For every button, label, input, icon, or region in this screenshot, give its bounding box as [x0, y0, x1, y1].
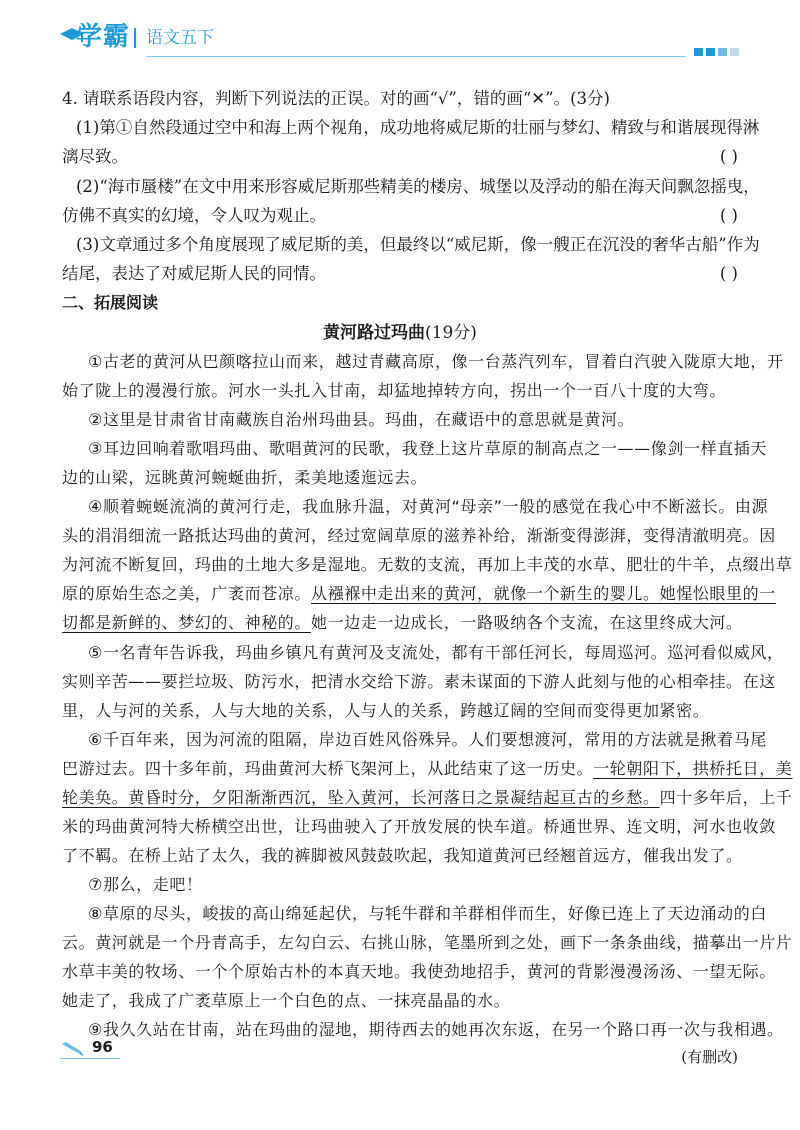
paragraph-4-cont: 头的涓涓细流一路抵达玛曲的黄河，经过宽阔草原的滋养补给，渐渐变得澎湃，变得清澈明亮。因: [62, 526, 776, 545]
brand-logo: 学霸: [76, 22, 131, 52]
section-heading: 二、拓展阅读: [62, 293, 159, 312]
question-title: 4. 请联系语段内容，判断下列说法的正误。对的画“√”，错的画“✕”。(3分): [62, 89, 610, 108]
paragraph-1-cont: 始了陇上的漫漫行旅。河水一头扎入甘南，却猛地掉转方向，拐出一个一百八十度的大弯。: [62, 381, 727, 400]
deco-square: [694, 48, 703, 56]
underlined-sentence: 从襁褓中走出来的黄河，就像一个新生的婴儿。她惺忪眼里的一: [311, 584, 776, 603]
article-title: [0, 322, 800, 344]
paragraph-7: ⑦那么，走吧！: [88, 875, 203, 894]
article-title-text: 黄河路过玛曲: [323, 323, 426, 343]
plain-text: 巴游过去。四十多年前，玛曲黄河大桥飞架河上，从此结束了这一历史。: [62, 759, 594, 778]
paragraph-4: ④顺着蜿蜒流淌的黄河行走，我血脉升温，对黄河“母亲”一般的感觉在我心中不断滋长。由源: [88, 497, 769, 516]
deco-square: [718, 48, 727, 56]
footer-rule: [60, 1058, 120, 1059]
pen-icon: [60, 1040, 86, 1058]
underlined-sentence: 轮美奂。黄昏时分，夕阳渐渐西沉，坠入黄河，长河落日之景凝结起亘古的乡愁。: [62, 788, 660, 807]
paragraph-6-cont: 了不羁。在桥上站了太久，我的裤脚被风鼓鼓吹起，我知道黄河已经翘首远方，催我出发了。: [62, 846, 743, 865]
plain-text: 原的原始生态之美，广袤而苍凉。: [62, 584, 312, 603]
header-divider: [134, 28, 136, 48]
header-decoration: [694, 48, 742, 58]
paragraph-1: ①古老的黄河从巴颜喀拉山而来，越过青藏高原，像一台蒸汽列车，冒着白汽驶入陇原大地，开: [88, 352, 784, 371]
deco-square: [706, 48, 715, 56]
paragraph-8: ⑧草原的尽头，峻拔的高山绵延起伏，与牦牛群和羊群相伴而生，好像已连上了天边涌动的白: [88, 904, 767, 923]
paragraph-8-cont: 她走了，我成了广袤草原上一个白色的点、一抹亮晶晶的水。: [62, 991, 511, 1010]
paragraph-6-cont: [62, 787, 792, 809]
article-score: (19分): [425, 323, 477, 343]
subject-label: 语文五下: [146, 28, 214, 48]
paragraph-5: ⑤一名青年告诉我，玛曲乡镇凡有黄河及支流处，都有干部任河长，每周巡河。巡河看似威风，: [88, 643, 784, 662]
answer-blank-2[interactable]: ( ): [719, 206, 738, 225]
paragraph-4-cont: [62, 583, 776, 605]
paragraph-8-cont: 云。黄河就是一个丹青高手，左勾白云、右挑山脉，笔墨所到之处，画下一条条曲线，描摹出一片片: [62, 933, 793, 952]
paragraph-5-cont: 里，人与河的关系，人与大地的关系，人与人的关系，跨越辽阔的空间而变得更加紧密。: [62, 701, 710, 720]
statement-1-line-2: 漓尽致。: [62, 147, 128, 166]
statement-2-line-1: (2)“海市蜃楼”在文中用来形容威尼斯那些精美的楼房、城堡以及浮动的船在海天间飘忽摇曳，: [76, 177, 760, 196]
paragraph-8-cont: 水草丰美的牧场、一个个原始古朴的本真天地。我使劲地招手，黄河的背影漫漫汤汤、一望无际。: [62, 962, 776, 981]
paragraph-4-cont: [62, 612, 743, 634]
paragraph-6: ⑥千百年来，因为河流的阻隔，岸边百姓风俗殊异。人们要想渡河，常用的方法就是揪着马尾: [88, 730, 767, 749]
paragraph-2: ②这里是甘肃省甘南藏族自治州玛曲县。玛曲，在藏语中的意思就是黄河。: [88, 410, 635, 429]
paragraph-9: ⑨我久久站在甘南，站在玛曲的湿地，期待西去的她再次东返，在另一个路口再一次与我相遇。: [88, 1020, 784, 1039]
statement-1-line-1: (1)第①自然段通过空中和海上两个视角，成功地将威尼斯的壮丽与梦幻、精致与和谐展现得淋: [76, 118, 760, 137]
paragraph-5-cont: 实则辛苦——要拦垃圾、防污水，把清水交给下游。素未谋面的下游人此刻与他的心相牵挂。在这: [62, 672, 776, 691]
header-rule: [146, 56, 686, 57]
paragraph-6-cont: [62, 758, 792, 780]
paragraph-6-cont: 米的玛曲黄河特大桥横空出世，让玛曲驶入了开放发展的快车道。桥通世界、连文明，河水也收敛: [62, 817, 776, 836]
plain-text: 她一边走一边成长，一路吸纳各个支流，在这里终成大河。: [311, 613, 743, 632]
paragraph-3-cont: 边的山梁，远眺黄河蜿蜒曲折，柔美地逶迤远去。: [62, 468, 428, 487]
answer-blank-3[interactable]: ( ): [719, 264, 738, 283]
deco-square: [730, 48, 739, 56]
plain-text: 四十多年后，上千: [659, 788, 793, 807]
page-number: 96: [92, 1038, 113, 1056]
paragraph-4-cont: 为河流不断复回，玛曲的土地大多是湿地。无数的支流，再加上丰茂的水草、肥壮的牛羊，点缀出草: [62, 555, 793, 574]
statement-2-line-2: 仿佛不真实的幻境，令人叹为观止。: [62, 206, 326, 225]
underlined-sentence: 一轮朝阳下，拱桥托日，美: [593, 759, 793, 778]
answer-blank-1[interactable]: ( ): [719, 147, 738, 166]
page-header: [0, 0, 800, 60]
paragraph-3: ③耳边回响着歌唱玛曲、歌唱黄河的民歌，我登上这片草原的制高点之一——像剑一样直插天: [88, 439, 767, 458]
statement-3-line-1: (3)文章通过多个角度展现了威尼斯的美，但最终以“威尼斯，像一艘正在沉没的奢华古船”作为: [76, 235, 760, 254]
underlined-sentence: 切都是新鲜的、梦幻的、神秘的。: [62, 613, 312, 632]
edit-note: (有删改): [681, 1048, 738, 1066]
statement-3-line-2: 结尾，表达了对威尼斯人民的同情。: [62, 264, 326, 283]
